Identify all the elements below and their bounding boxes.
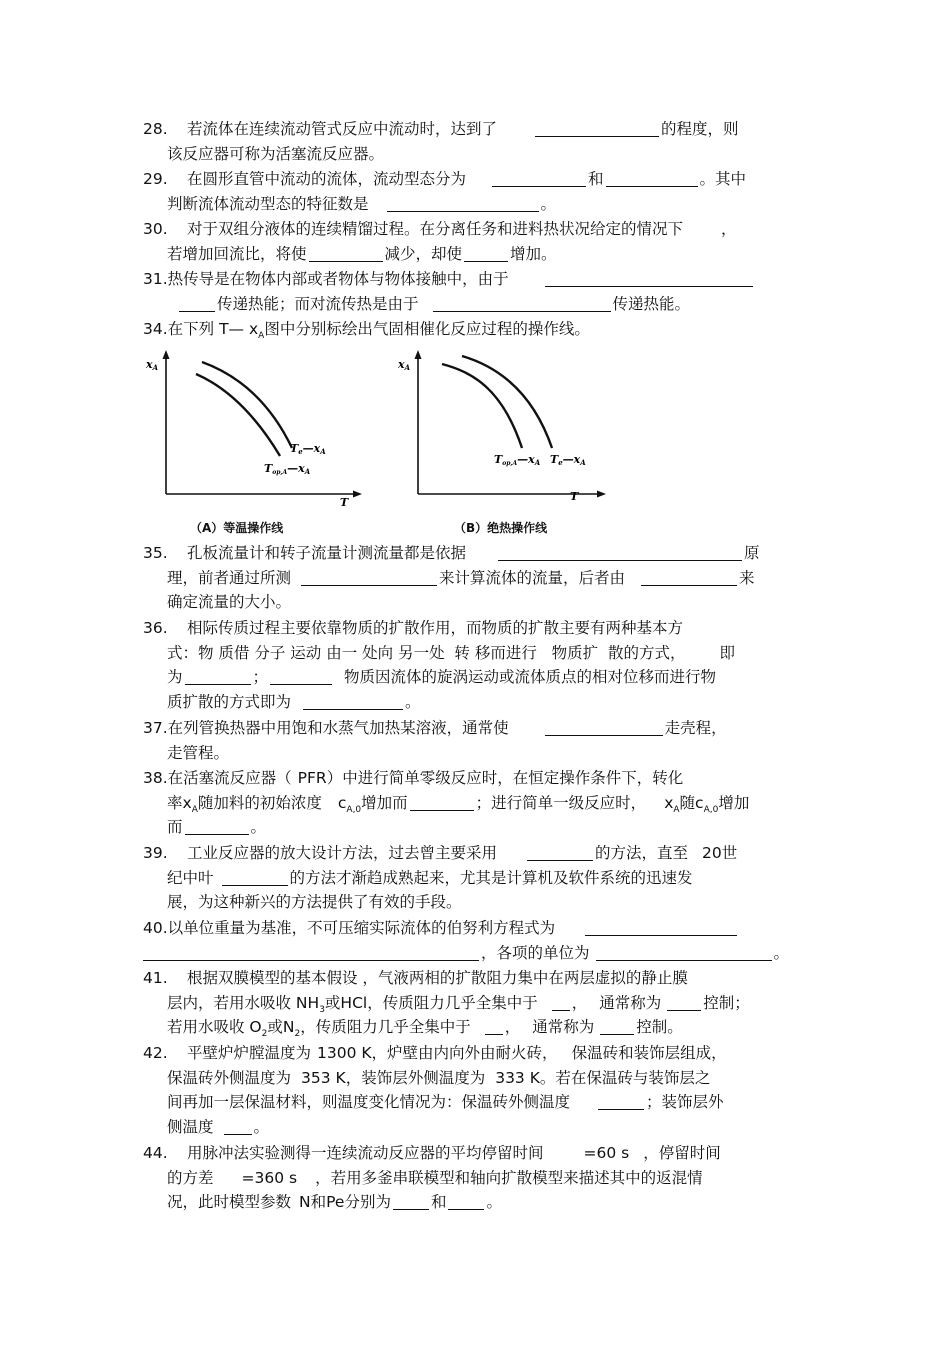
question-text: 工业反应器的放大设计方法，过去曾主要采用 <box>187 844 498 862</box>
answer-blank[interactable] <box>596 943 772 961</box>
question-text: 20世 <box>702 844 738 862</box>
question-text: 保温砖和装饰层组成， <box>571 1044 727 1062</box>
question-text: 或HCl，传质阻力几乎全集中于 <box>324 993 538 1012</box>
figure-a-plot <box>140 348 370 508</box>
question-text: 侧温度 <box>167 1117 214 1136</box>
subscript: A,0 <box>346 804 362 815</box>
y-axis-label: xA <box>146 358 158 372</box>
question-text: 间再加一层保温材料，则温度变化情况为：保温砖外侧温度 <box>167 1093 571 1112</box>
question-text: 。 <box>253 1117 270 1136</box>
question-text: ，传质阻力几乎全集中于 <box>300 1018 471 1037</box>
answer-blank[interactable] <box>224 1117 252 1135</box>
answer-blank[interactable] <box>433 294 611 312</box>
question-text: 层内，若用水吸收 NH <box>167 993 320 1012</box>
curve-te <box>462 356 552 448</box>
question-number: 40. <box>143 919 168 937</box>
answer-blank[interactable] <box>527 843 593 861</box>
question-41 <box>143 966 813 1040</box>
answer-blank[interactable] <box>600 1017 634 1035</box>
answer-blank[interactable] <box>270 667 332 685</box>
answer-blank[interactable] <box>309 244 383 262</box>
question-text: 的方法才渐趋成熟起来，尤其是计算机及软件系统的迅速发 <box>289 868 693 887</box>
question-31 <box>143 267 813 316</box>
x-axis-arrow <box>353 491 362 498</box>
question-40 <box>143 916 813 965</box>
x-axis-arrow <box>597 491 606 498</box>
question-text: 。 <box>773 943 790 962</box>
question-text: 在活塞流反应器（ <box>167 769 292 787</box>
question-text: x <box>664 793 674 812</box>
question-text: ；进行简单一级反应时， <box>475 793 647 812</box>
question-text: 质扩散的方式即为 <box>167 692 292 711</box>
answer-blank[interactable] <box>143 943 479 961</box>
answer-blank[interactable] <box>393 1192 429 1210</box>
answer-blank[interactable] <box>492 169 586 187</box>
figure-b-plot <box>392 348 622 508</box>
answer-blank[interactable] <box>410 793 474 811</box>
curve-label-te: Te—xA <box>290 442 326 456</box>
question-number: 31. <box>143 270 168 288</box>
figure-b <box>392 348 622 508</box>
curve-label-top: Top,A—xA <box>264 462 311 476</box>
question-text: 中进行简单零级反应时，在恒定操作条件下，转化 <box>342 769 684 787</box>
question-text: =360 s <box>241 1168 298 1187</box>
question-text: 孔板流量计和转子流量计测流量都是依据 <box>187 544 467 562</box>
answer-blank[interactable] <box>545 718 663 736</box>
answer-blank[interactable] <box>641 568 737 586</box>
question-text: 确定流量的大小。 <box>167 593 292 612</box>
curve-label-te: Te—xA <box>550 453 586 467</box>
answer-blank[interactable] <box>303 692 403 710</box>
question-text: 在列管换热器中用饱和水蒸气加热某溶液，通常使 <box>167 719 509 737</box>
question-42 <box>143 1041 813 1139</box>
subscript: 2 <box>261 1029 268 1040</box>
question-text: ， <box>504 1018 521 1037</box>
figure-b-caption: （B）绝热操作线 <box>454 521 548 535</box>
question-text: 图中分别标绘出气固相催化反应过程的操作线。 <box>264 320 590 338</box>
figure-a <box>140 348 370 508</box>
question-text: 。 <box>486 1193 502 1212</box>
question-number: 29. <box>143 170 168 188</box>
question-text: 率x <box>167 793 192 812</box>
answer-blank[interactable] <box>606 169 698 187</box>
question-text: 在圆形直管中流动的流体，流动型态分为 <box>187 170 467 188</box>
subscript: A,0 <box>703 804 719 815</box>
question-text: 走壳程， <box>664 719 727 737</box>
question-text: 的程度，则 <box>661 120 739 138</box>
curve-top <box>196 374 280 456</box>
question-text: 若增加回流比，将使 <box>167 244 307 263</box>
answer-blank[interactable] <box>387 194 539 212</box>
question-text: 和 <box>588 170 604 188</box>
answer-blank[interactable] <box>552 993 570 1011</box>
question-text: 理，前者通过所测 <box>167 568 292 587</box>
question-text: 来 <box>739 568 755 587</box>
question-text: 通常称为 <box>532 1018 595 1037</box>
question-text: 的方法，直至 <box>595 844 689 862</box>
answer-blank[interactable] <box>535 119 659 137</box>
question-number: 30. <box>143 220 168 238</box>
answer-blank[interactable] <box>464 244 508 262</box>
answer-blank[interactable] <box>222 868 288 886</box>
question-text: 保温砖外侧温度为 <box>167 1068 292 1087</box>
question-text: 根据双膜模型的基本假设 ，气液两相的扩散阻力集中在两层虚拟的静止膜 <box>187 969 688 987</box>
question-text: 通常称为 <box>599 993 662 1012</box>
question-text: 原 <box>744 544 760 562</box>
question-text: 若流体在连续流动管式反应中流动时，达到了 <box>187 120 498 138</box>
question-text: 控制； <box>703 993 750 1012</box>
subscript: A <box>191 804 198 815</box>
question-text: 增加 <box>718 793 750 812</box>
question-38 <box>143 766 813 840</box>
question-text: 即 <box>719 643 735 662</box>
question-28 <box>143 117 813 166</box>
subscript: 2 <box>294 1029 301 1040</box>
answer-blank[interactable] <box>598 1092 644 1110</box>
question-text: 为 <box>167 668 183 687</box>
question-text: 增加而 <box>361 793 408 812</box>
question-number: 35. <box>143 544 168 562</box>
question-text: 传递热能；而对流传热是由于 <box>217 294 419 313</box>
subscript: 3 <box>319 1004 325 1015</box>
question-text: ，若用多釜串联模型和轴向扩散模型来描述其中的返混情 <box>315 1168 703 1187</box>
question-text: 随加料的初始浓度 <box>197 793 322 812</box>
answer-blank[interactable] <box>667 993 701 1011</box>
question-text: ，停留时间 <box>643 1144 721 1162</box>
question-text: 况，此时模型参数 <box>167 1193 292 1212</box>
answer-blank[interactable] <box>498 543 742 561</box>
question-text: 333 K。若在保温砖与装饰层之 <box>495 1068 711 1087</box>
question-number: 36. <box>143 619 168 637</box>
question-text: 以单位重量为基准，不可压缩实际流体的伯努利方程式为 <box>167 919 556 937</box>
question-text: 判断流体流动型态的特征数是 <box>167 194 369 213</box>
question-text: ， <box>721 220 737 238</box>
answer-blank[interactable] <box>185 667 251 685</box>
question-text: ，各项的单位为 <box>481 943 590 962</box>
question-text: ； <box>252 668 269 687</box>
x-axis-label: T <box>570 490 579 503</box>
question-text: 式：物 质借 分子 运动 由一 处向 另一处 转 移而进行 物质扩 散的方式， <box>167 643 686 662</box>
question-text: 而 <box>167 818 183 837</box>
question-number: 41. <box>143 969 168 987</box>
question-36 <box>143 616 813 714</box>
question-text: 平壁炉炉膛温度为 <box>187 1044 312 1062</box>
answer-blank[interactable] <box>448 1192 484 1210</box>
question-text: 1300 K，炉壁由内向外由耐火砖， <box>317 1044 558 1062</box>
question-text: 用脉冲法实验测得一连续流动反应器的平均停留时间 <box>187 1144 544 1162</box>
question-text: 在下列 T— x <box>167 320 259 338</box>
question-number: 37. <box>143 719 168 737</box>
question-35 <box>143 541 813 615</box>
answer-blank[interactable] <box>185 817 249 835</box>
question-number: 42. <box>143 1044 168 1062</box>
figure-a-caption: （A）等温操作线 <box>190 521 284 535</box>
question-34 <box>143 317 813 342</box>
y-axis-arrow <box>415 350 422 359</box>
y-axis-arrow <box>163 350 170 359</box>
question-44 <box>143 1141 813 1215</box>
question-text: c <box>337 793 347 812</box>
answer-blank[interactable] <box>485 1017 503 1035</box>
question-text: 展，为这种新兴的方法提供了有效的手段。 <box>167 893 462 912</box>
question-text: ， <box>571 993 588 1012</box>
question-text: 随c <box>679 793 704 812</box>
y-axis-label: xA <box>398 358 410 372</box>
subscript: A <box>673 804 680 815</box>
question-39 <box>143 841 813 915</box>
question-text: 353 K，装饰层外侧温度为 <box>301 1068 486 1087</box>
curve-te <box>202 362 292 448</box>
question-text: 。其中 <box>699 170 747 188</box>
question-text: 的方差 <box>167 1168 214 1187</box>
question-37 <box>143 716 813 765</box>
x-axis-label: T <box>340 496 349 508</box>
question-text: 控制。 <box>636 1018 683 1037</box>
question-number: 34. <box>143 320 168 338</box>
question-text: N和Pe分别为 <box>299 1193 391 1212</box>
question-number: 44. <box>143 1144 168 1162</box>
question-text: 。 <box>405 692 421 711</box>
question-text: 物质因流体的旋涡运动或流体质点的相对位移而进行物 <box>344 668 717 687</box>
question-29 <box>143 167 813 216</box>
question-text: 。 <box>540 194 557 213</box>
question-text: 减少，却使 <box>384 244 463 263</box>
question-text: 相际传质过程主要依靠物质的扩散作用，而物质的扩散主要有两种基本方 <box>187 619 684 637</box>
question-text: 若用水吸收 O <box>167 1018 262 1037</box>
curve-label-top: Top,A—xA <box>494 453 541 467</box>
answer-blank[interactable] <box>545 269 753 287</box>
answer-blank[interactable] <box>179 294 215 312</box>
question-text: ；装饰层外 <box>646 1093 724 1112</box>
question-text: 该反应器可称为活塞流反应器。 <box>167 144 385 163</box>
question-number: 38. <box>143 769 168 787</box>
question-number: 28. <box>143 120 168 138</box>
question-text: 纪中叶 <box>167 868 214 887</box>
question-text: 对于双组分液体的连续精馏过程。在分离任务和进料热状况给定的情况下 <box>187 220 684 238</box>
question-text: 。 <box>250 818 267 837</box>
subscript: A <box>258 331 265 342</box>
question-text: 来计算流体的流量，后者由 <box>439 568 626 587</box>
answer-blank[interactable] <box>585 918 737 936</box>
question-text: 增加。 <box>510 244 557 263</box>
answer-blank[interactable] <box>301 568 437 586</box>
question-text: 和 <box>430 1193 447 1212</box>
question-text: =60 s <box>583 1144 630 1162</box>
question-text: 走管程。 <box>167 743 230 762</box>
question-text: 或N <box>267 1018 295 1037</box>
question-text: PFR） <box>297 769 343 787</box>
question-number: 39. <box>143 844 168 862</box>
question-text: 传递热能。 <box>612 294 691 313</box>
question-30 <box>143 217 813 266</box>
curve-top <box>442 364 522 448</box>
question-text: 热传导是在物体内部或者物体与物体接触中，由于 <box>167 270 509 288</box>
